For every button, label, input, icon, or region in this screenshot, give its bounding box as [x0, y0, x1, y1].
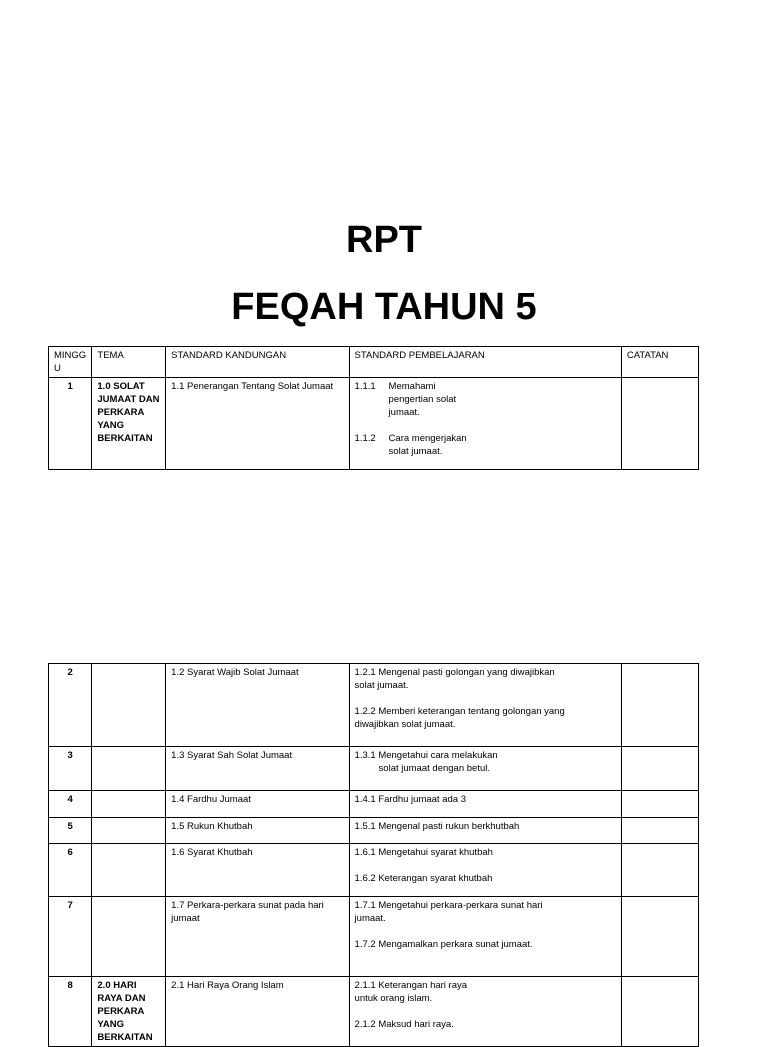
- sp-line: 1.7.2 Mengamalkan perkara sunat jumaat.: [354, 939, 533, 950]
- sp-text: Cara mengerjakan: [388, 433, 467, 444]
- catatan-cell: [621, 747, 698, 791]
- catatan-cell: [621, 977, 698, 1047]
- minggu-cell: 8: [49, 977, 92, 1047]
- rpt-table-2: [48, 663, 699, 1047]
- document-title: RPT: [346, 219, 422, 261]
- sp-text: Memahami: [388, 381, 436, 392]
- tema-cell: 2.0 HARI RAYA DAN PERKARA YANG BERKAITAN: [92, 977, 166, 1047]
- sp-number: 1.1.2: [354, 433, 376, 444]
- standard-pembelajaran-cell: [349, 977, 621, 1047]
- standard-kandungan-cell: 2.1 Hari Raya Orang Islam: [166, 977, 349, 1047]
- sp-line: 1.5.1 Mengenal pasti rukun berkhutbah: [354, 821, 520, 832]
- table-header-row: [49, 347, 699, 378]
- sp-line: 1.6.2 Keterangan syarat khutbah: [354, 873, 493, 884]
- tema-cell: [92, 844, 166, 897]
- rpt-table-1: [48, 346, 699, 470]
- standard-kandungan-cell: 1.6 Syarat Khutbah: [166, 844, 349, 897]
- standard-kandungan-cell: 1.4 Fardhu Jumaat: [166, 791, 349, 818]
- catatan-cell: [621, 818, 698, 844]
- table-row: [49, 664, 699, 747]
- tema-cell: 1.0 SOLAT JUMAAT DAN PERKARA YANG BERKAITAN: [92, 378, 166, 470]
- standard-pembelajaran-cell: [349, 897, 621, 977]
- minggu-cell: 1: [49, 378, 92, 470]
- header-tema: TEMA: [92, 347, 166, 378]
- tema-cell: [92, 818, 166, 844]
- minggu-cell: 3: [49, 747, 92, 791]
- standard-kandungan-cell: 1.2 Syarat Wajib Solat Jumaat: [166, 664, 349, 747]
- sp-line: diwajibkan solat jumaat.: [354, 719, 456, 730]
- tema-cell: [92, 747, 166, 791]
- header-catatan: CATATAN: [621, 347, 698, 378]
- standard-pembelajaran-cell: [349, 791, 621, 818]
- header-standard-pembelajaran: STANDARD PEMBELAJARAN: [349, 347, 621, 378]
- standard-pembelajaran-cell: [349, 664, 621, 747]
- sp-line: [355, 380, 616, 393]
- minggu-cell: 5: [49, 818, 92, 844]
- sp-line: 1.4.1 Fardhu jumaat ada 3: [354, 794, 466, 805]
- sp-line: solat jumaat.: [388, 446, 443, 457]
- sp-line: solat jumaat dengan betul.: [378, 763, 490, 774]
- table-row: [49, 977, 699, 1047]
- standard-kandungan-cell: 1.1 Penerangan Tentang Solat Jumaat: [166, 378, 349, 470]
- table-row: [49, 897, 699, 977]
- minggu-cell: 6: [49, 844, 92, 897]
- sp-line: jumaat.: [388, 407, 420, 418]
- catatan-cell: [621, 664, 698, 747]
- header-standard-kandungan: STANDARD KANDUNGAN: [166, 347, 349, 378]
- catatan-cell: [621, 378, 698, 470]
- standard-kandungan-cell: 1.5 Rukun Khutbah: [166, 818, 349, 844]
- sp-line: jumaat.: [354, 913, 386, 924]
- sp-number: 1.1.1: [354, 381, 376, 392]
- catatan-cell: [621, 791, 698, 818]
- minggu-cell: 7: [49, 897, 92, 977]
- sp-line: 2.1.2 Maksud hari raya.: [354, 1019, 454, 1030]
- catatan-cell: [621, 844, 698, 897]
- catatan-cell: [621, 897, 698, 977]
- sp-line: 1.3.1 Mengetahui cara melakukan: [354, 750, 498, 761]
- sp-line: untuk orang islam.: [354, 993, 433, 1004]
- minggu-cell: 2: [49, 664, 92, 747]
- sp-line: 1.2.1 Mengenal pasti golongan yang diwajibkan: [354, 667, 555, 678]
- sp-line: 1.6.1 Mengetahui syarat khutbah: [354, 847, 493, 858]
- minggu-cell: 4: [49, 791, 92, 818]
- table-row: [49, 818, 699, 844]
- sp-line: 1.7.1 Mengetahui perkara-perkara sunat hari: [354, 900, 543, 911]
- table-row: [49, 791, 699, 818]
- sp-line: [355, 432, 616, 445]
- sp-line: pengertian solat: [388, 394, 457, 405]
- document-subtitle: FEQAH TAHUN 5: [231, 286, 537, 328]
- table-row: [49, 378, 699, 470]
- table-row: [49, 747, 699, 791]
- tema-cell: [92, 897, 166, 977]
- standard-pembelajaran-cell: [349, 747, 621, 791]
- standard-pembelajaran-cell: [349, 818, 621, 844]
- tema-cell: [92, 664, 166, 747]
- table-row: [49, 844, 699, 897]
- standard-kandungan-cell: 1.3 Syarat Sah Solat Jumaat: [166, 747, 349, 791]
- tema-cell: [92, 791, 166, 818]
- sp-line: 1.2.2 Memberi keterangan tentang golongan yang: [354, 706, 565, 717]
- standard-pembelajaran-cell: [349, 844, 621, 897]
- sp-line: solat jumaat.: [354, 680, 409, 691]
- standard-pembelajaran-cell: [349, 378, 621, 470]
- sp-line: 2.1.1 Keterangan hari raya: [354, 980, 468, 991]
- standard-kandungan-cell: 1.7 Perkara-perkara sunat pada hari jumaat: [166, 897, 349, 977]
- header-minggu: MINGG U: [49, 347, 92, 378]
